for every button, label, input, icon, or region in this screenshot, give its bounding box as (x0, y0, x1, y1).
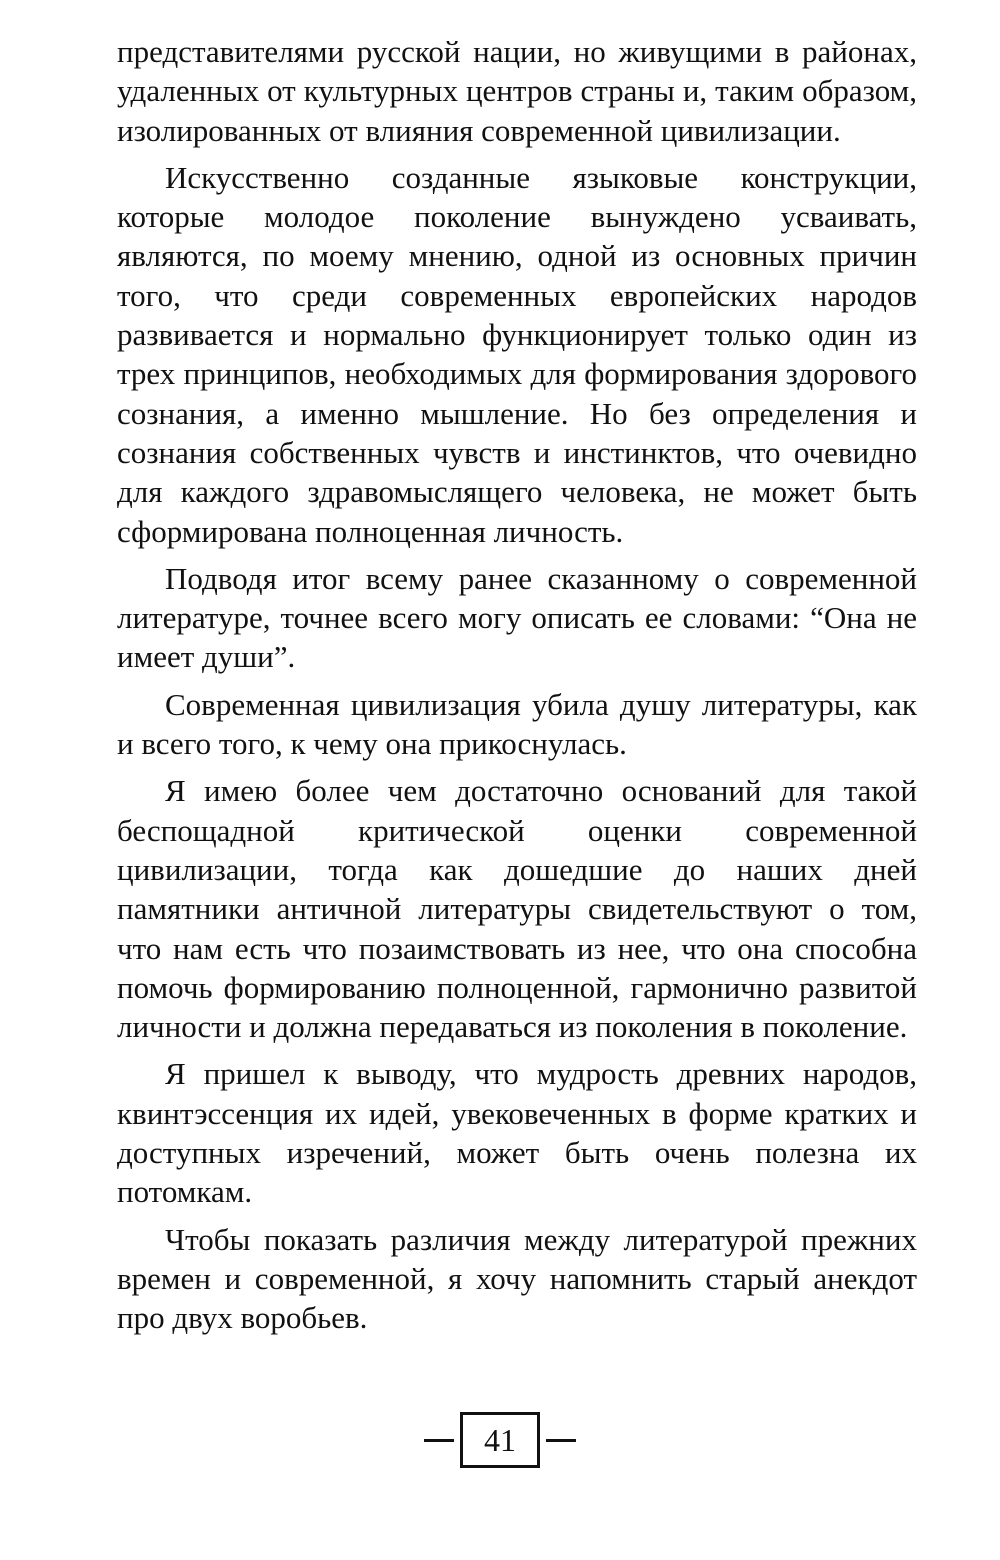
paragraph-6: Я пришел к выводу, что мудрость древних народов, квинтэссенция их идей, увековеченных в форме кратких и доступных изречений, может быть очень полезна их потомкам. (117, 1056, 917, 1210)
paragraph-4: Современная цивилизация убила душу литературы, как и всего того, к чему она прикоснулась. (117, 686, 917, 762)
paragraph-7: Чтобы показать различия между литературой прежних времен и современной, я хочу напомнить старый анекдот про двух воробьев. (117, 1221, 917, 1336)
page-number: 41 (460, 1412, 540, 1468)
left-dash (424, 1439, 454, 1442)
paragraph-1: представителями русской нации, но живущими в районах, удаленных от культурных центров страны и, таким образом, изолированных от влияния современной цивилизации. (117, 34, 917, 148)
right-dash (546, 1439, 576, 1442)
paragraph-2: Искусственно созданные языковые конструкции, которые молодое поколение вынуждено усваивать, являются, по моему мнению, одной из основных причин того, что среди современных европейских народов развивается и нормально функционирует только один из трех принципов, необходимых для формирования здорового сознания, а именно мышление. Но без определения и сознания собственных чувств и инстинктов, что очевидно для каждого здравомыслящего человека, не может быть сформирована полноценная личность. (117, 159, 917, 549)
paragraph-3: Подводя итог всему ранее сказанному о современной литературе, точнее всего могу описать ее словами: “Она не имеет души”. (117, 560, 917, 675)
page-footer (0, 1412, 1000, 1468)
body-text (117, 32, 917, 1346)
paragraph-5: Я имею более чем достаточно оснований для такой беспощадной критической оценки современной цивилизации, тогда как дошедшие до наших дней памятники античной литературы свидетельствуют о том, что нам есть что позаимствовать из нее, что она способна помочь формированию полноценной, гармонично развитой личности и должна передаваться из поколения в поколение. (117, 773, 917, 1045)
